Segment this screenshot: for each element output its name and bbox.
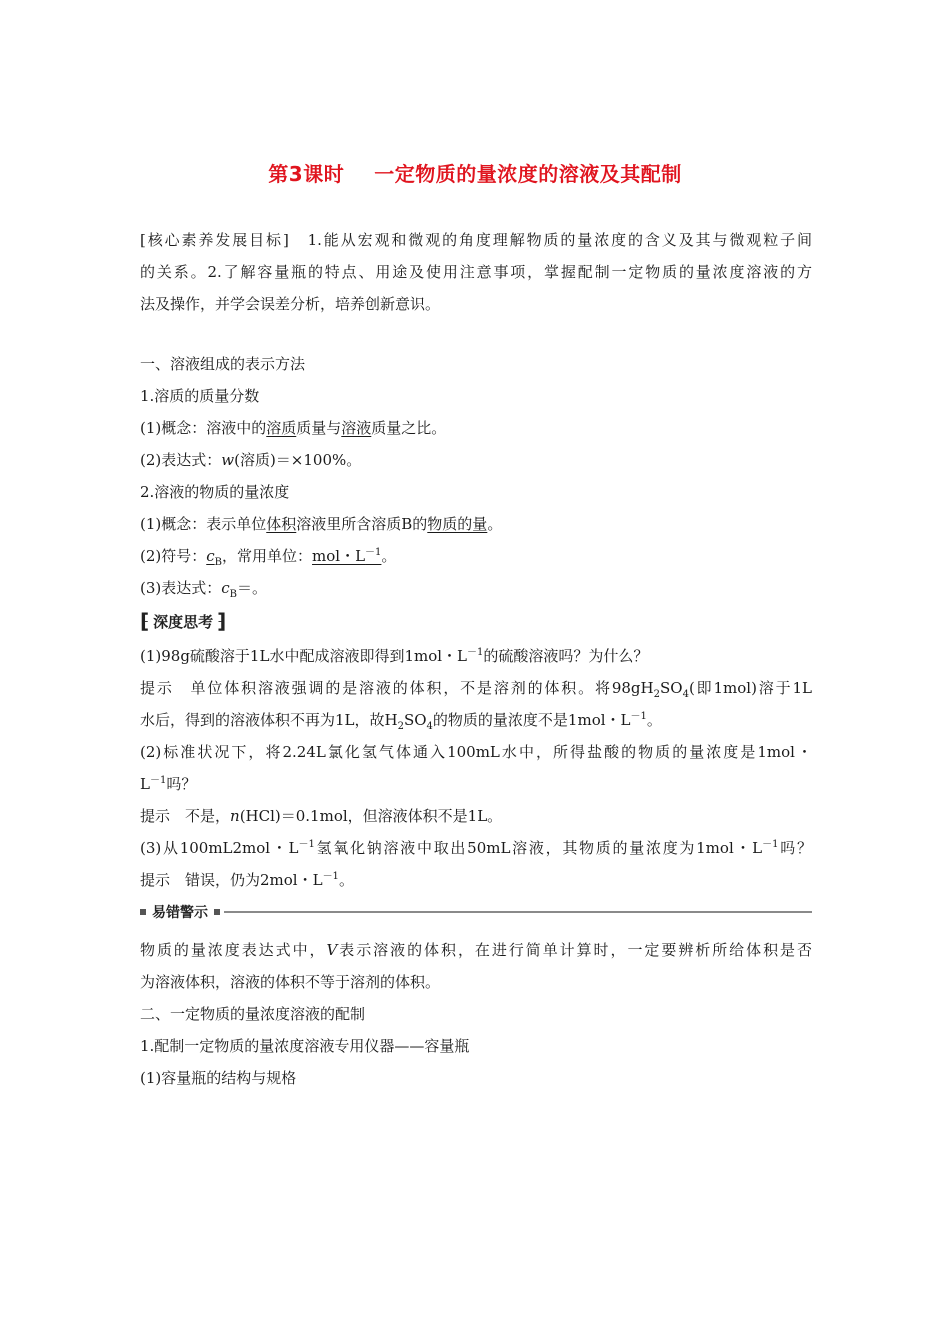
right-bracket-icon: ⁆ bbox=[217, 609, 227, 633]
subsection-volumetric-flask: 1.配制一定物质的量浓度溶液专用仪器——容量瓶 bbox=[140, 1037, 470, 1055]
section-1-heading: 一、溶液组成的表示方法 bbox=[140, 355, 306, 373]
answer-3: 提示 错误，仍为2mol・$L^{-1}$。 bbox=[140, 871, 354, 889]
divider bbox=[224, 911, 812, 913]
subsection-mass-fraction: 1.溶质的质量分数 bbox=[140, 387, 260, 405]
section-2-heading: 二、一定物质的量浓度溶液的配制 bbox=[140, 1005, 366, 1023]
molar-concentration-concept: (1)概念：表示单位体积溶液里所含溶质B的物质的量。 bbox=[140, 515, 503, 533]
title-topic: 一定物质的量浓度的溶液及其配制 bbox=[374, 162, 682, 186]
square-bullet-icon bbox=[140, 909, 146, 915]
blank-volume: 体积 bbox=[266, 515, 297, 533]
answer-1-line-1: 提示 单位体积溶液强调的是溶液的体积，不是溶剂的体积。将$98gH_2SO_4$(即1mol)溶于1L bbox=[140, 679, 812, 700]
question-1: (1)98g硫酸溶于1L水中配成溶液即得到1mol・$L^{-1}$的硫酸溶液吗？为什么？ bbox=[140, 647, 649, 665]
answer-1-line-2: 水后，得到的溶液体积不再为1L，故$H_2SO_4$的物质的量浓度不是1mol・$L^{-1}$。 bbox=[140, 711, 662, 732]
blank-amount-of-substance: 物质的量 bbox=[427, 515, 488, 533]
warning-text-line-1: 物质的量浓度表达式中，V表示溶液的体积，在进行简单计算时，一定要辨析所给体积是否 bbox=[140, 941, 812, 959]
warning-text-line-2: 为溶液体积，溶液的体积不等于溶剂的体积。 bbox=[140, 973, 441, 991]
goals-line-1: [核心素养发展目标] 1.能从宏观和微观的角度理解物质的量浓度的含义及其与微观粒子间 bbox=[140, 231, 812, 249]
left-bracket-icon: ⁅ bbox=[140, 609, 150, 633]
molar-concentration-symbol: (2)符号：$c_B$，常用单位：mol・$L^{-1}$。 bbox=[140, 547, 397, 568]
warning-label: 易错警示 bbox=[152, 905, 208, 921]
subsection-molar-concentration: 2.溶液的物质的量浓度 bbox=[140, 483, 290, 501]
flask-structure-item: (1)容量瓶的结构与规格 bbox=[140, 1069, 297, 1087]
square-bullet-icon bbox=[214, 909, 220, 915]
warning-header bbox=[140, 902, 812, 922]
question-3: (3)从100mL2mol・$L^{-1}$氢氧化钠溶液中取出50mL溶液，其物质的量浓度为1mol・$L^{-1}$吗？ bbox=[140, 839, 812, 857]
blank-unit: mol・$L^{-1}$ bbox=[312, 547, 382, 565]
mass-fraction-expression: (2)表达式：w(溶质)＝×100%。 bbox=[140, 451, 362, 469]
blank-solute: 溶质 bbox=[266, 419, 297, 437]
page-title bbox=[0, 158, 950, 187]
question-2-line-2: $L^{-1}$吗？ bbox=[140, 775, 197, 793]
deep-think-header bbox=[140, 610, 226, 632]
deep-think-label: 深度思考 bbox=[153, 612, 214, 631]
blank-solution: 溶液 bbox=[341, 419, 372, 437]
question-2-line-1: (2)标准状况下，将2.24L氯化氢气体通入100mL水中，所得盐酸的物质的量浓度是1mol・ bbox=[140, 743, 812, 761]
mass-fraction-concept: (1)概念：溶液中的溶质质量与溶液质量之比。 bbox=[140, 419, 447, 437]
goals-line-2: 的关系。2.了解容量瓶的特点、用途及使用注意事项，掌握配制一定物质的量浓度溶液的方 bbox=[140, 263, 812, 281]
title-lesson-number: 第3课时 bbox=[268, 162, 345, 186]
blank-symbol: $c_B$ bbox=[206, 547, 223, 568]
answer-2: 提示 不是，n(HCl)＝0.1mol，但溶液体积不是1L。 bbox=[140, 807, 503, 825]
molar-concentration-expression: (3)表达式：$c_B=$。 bbox=[140, 579, 268, 600]
goals-line-3: 法及操作，并学会误差分析，培养创新意识。 bbox=[140, 295, 441, 313]
